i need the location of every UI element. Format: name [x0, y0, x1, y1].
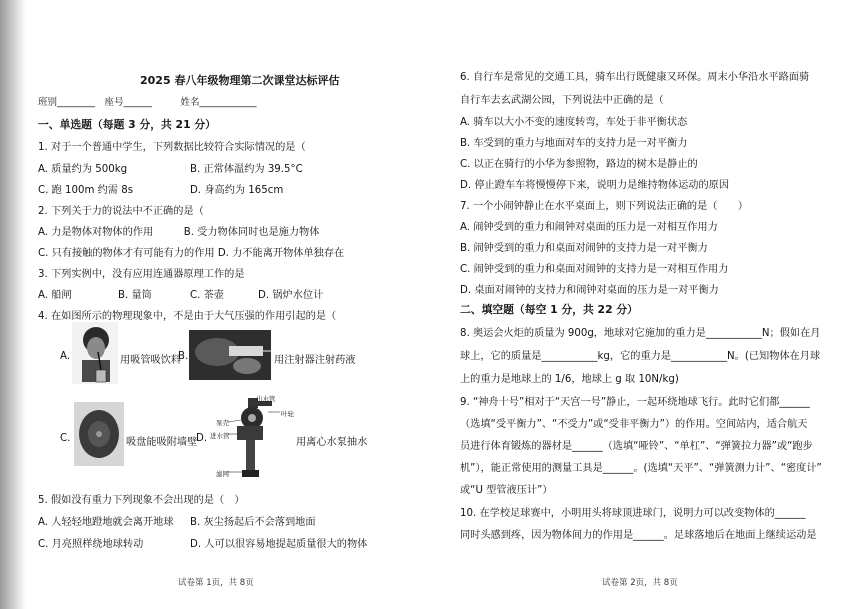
q3-option-c: C. 茶壶 — [190, 290, 224, 301]
q4-option-a-label: A. — [60, 351, 71, 362]
q6-option-c: C. 以正在骑行的小华为参照物，路边的树木是静止的 — [460, 159, 698, 170]
q4-option-a-text: 用吸管吸饮料 — [120, 355, 182, 366]
question-10-line1: 10. 在学校足球赛中，小明用头将球顶进球门，说明力可以改变物体的______ — [460, 508, 806, 519]
pump-label-impeller: 叶轮 — [281, 410, 294, 418]
question-9-line3: 员进行体育锻炼的器材是______（选填“哑铃”、“单杠”、“弹簧拉力器”或“跑步 — [460, 441, 813, 452]
question-3: 3. 下列实例中，没有应用连通器原理工作的是 — [38, 269, 245, 280]
syringe-injection-photo — [189, 330, 271, 380]
q7-option-c: C. 闹钟受到的重力和桌面对闹钟的支持力是一对相互作用力 — [460, 264, 729, 275]
suction-cup-photo — [74, 402, 124, 466]
q4-option-c-text: 吸盘能吸附墙壁 — [126, 437, 198, 448]
q5-option-a: A. 人轻轻地蹬地就会离开地球 — [38, 517, 174, 528]
question-8-line1: 8. 奥运会火炬的质量为 900g，地球对它施加的重力是___________N；假如在月 — [460, 328, 821, 339]
q4-option-c-label: C. — [60, 433, 71, 444]
q5-option-d: D. 人可以很容易地提起质量很大的物体 — [190, 539, 368, 550]
q3-option-a: A. 船闸 — [38, 290, 72, 301]
question-8-line2: 球上，它的质量是___________kg，它的重力是___________N。(已知物体在月球 — [460, 351, 821, 362]
pump-label-outlet: 出水管 — [256, 395, 276, 403]
q3-option-d: D. 锅炉水位计 — [258, 290, 324, 301]
pump-label-filter: 滤网 — [216, 470, 229, 478]
exam-title: 2025 春八年级物理第二次课堂达标评估 — [140, 74, 340, 87]
question-10-line2: 同时头感到疼，因为物体间力的作用是______。足球落地后在地面上继续运动是 — [460, 530, 817, 541]
question-7: 7. 一个小闹钟静止在水平桌面上，则下列说法正确的是（ ） — [460, 201, 749, 212]
page-footer-2: 试卷第 2页，共 8页 — [602, 578, 678, 588]
q5-option-b: B. 灰尘扬起后不会落到地面 — [190, 517, 316, 528]
q3-option-b: B. 量筒 — [118, 290, 152, 301]
q2-option-cd: C. 只有接触的物体才有可能有力的作用 D. 力不能离开物体单独存在 — [38, 248, 345, 259]
page-footer-1: 试卷第 1页，共 8页 — [178, 578, 254, 588]
question-9-line4: 机”），能正常使用的测量工具是______。(选填“天平”、“弹簧测力计”、“密度计” — [460, 463, 822, 474]
q7-option-a: A. 闹钟受到的重力和闹钟对桌面的压力是一对相互作用力 — [460, 222, 718, 233]
q7-option-d: D. 桌面对闹钟的支持力和闹钟对桌面的压力是一对平衡力 — [460, 285, 719, 296]
question-6-line2: 自行车去玄武湖公园，下列说法中正确的是（ — [460, 95, 664, 106]
section-fill-blank: 二、填空题（每空 1 分，共 22 分） — [460, 303, 638, 316]
q4-option-d-label: D. — [196, 433, 208, 444]
question-1: 1. 对于一个普通中学生，下列数据比较符合实际情况的是（ — [38, 142, 306, 153]
student-info-row: 班别________ 座号______ 姓名____________ — [38, 97, 257, 108]
straw-drinking-photo — [72, 322, 118, 384]
question-9-line2: （选填“受平衡力”、“不受力”或“受非平衡力”）的作用。空间站内，适合航天 — [460, 419, 808, 430]
question-4: 4. 在如图所示的物理现象中，不是由于大气压强的作用引起的是（ — [38, 311, 337, 322]
binding-shadow — [0, 0, 26, 609]
q1-option-b: B. 正常体温约为 39.5°C — [190, 164, 303, 175]
q1-option-a: A. 质量约为 500kg — [38, 164, 128, 175]
question-9-line1: 9. “神舟十号”相对于“天宫一号”静止，一起环绕地球飞行。此时它们都______ — [460, 397, 810, 408]
question-5: 5. 假如没有重力下列现象不会出现的是（ ） — [38, 495, 245, 506]
question-9-line5: 或“U 型管液压计”） — [460, 485, 553, 496]
question-2: 2. 下列关于力的说法中不正确的是（ — [38, 206, 204, 217]
q4-option-b-text: 用注射器注射药液 — [274, 355, 356, 366]
pump-label-case: 泵壳 — [216, 419, 229, 427]
q2-option-ab: A. 力是物体对物体的作用 B. 受力物体同时也是施力物体 — [38, 227, 320, 238]
q5-option-c: C. 月亮照样绕地球转动 — [38, 539, 144, 550]
q6-option-d: D. 停止蹬车车将慢慢停下来，说明力是维持物体运动的原因 — [460, 180, 730, 191]
section-single-choice: 一、单选题（每题 3 分，共 21 分） — [38, 118, 216, 131]
q4-option-b-label: B. — [178, 351, 189, 362]
q1-option-d: D. 身高约为 165cm — [190, 185, 284, 196]
q4-option-d-text: 用离心水泵抽水 — [296, 437, 368, 448]
question-6-line1: 6. 自行车是常见的交通工具，骑车出行既健康又环保。周末小华沿水平路面骑 — [460, 72, 810, 83]
exam-page-right — [430, 0, 860, 609]
q6-option-a: A. 骑车以大小不变的速度转弯，车处于非平衡状态 — [460, 117, 688, 128]
q7-option-b: B. 闹钟受到的重力和桌面对闹钟的支持力是一对平衡力 — [460, 243, 708, 254]
question-8-line3: 上的重力是地球上的 1/6，地球上 g 取 10N/kg) — [460, 374, 679, 385]
q1-option-c: C. 跑 100m 约需 8s — [38, 185, 134, 196]
q6-option-b: B. 车受到的重力与地面对车的支持力是一对平衡力 — [460, 138, 688, 149]
pump-label-inlet: 进水管 — [210, 432, 230, 440]
